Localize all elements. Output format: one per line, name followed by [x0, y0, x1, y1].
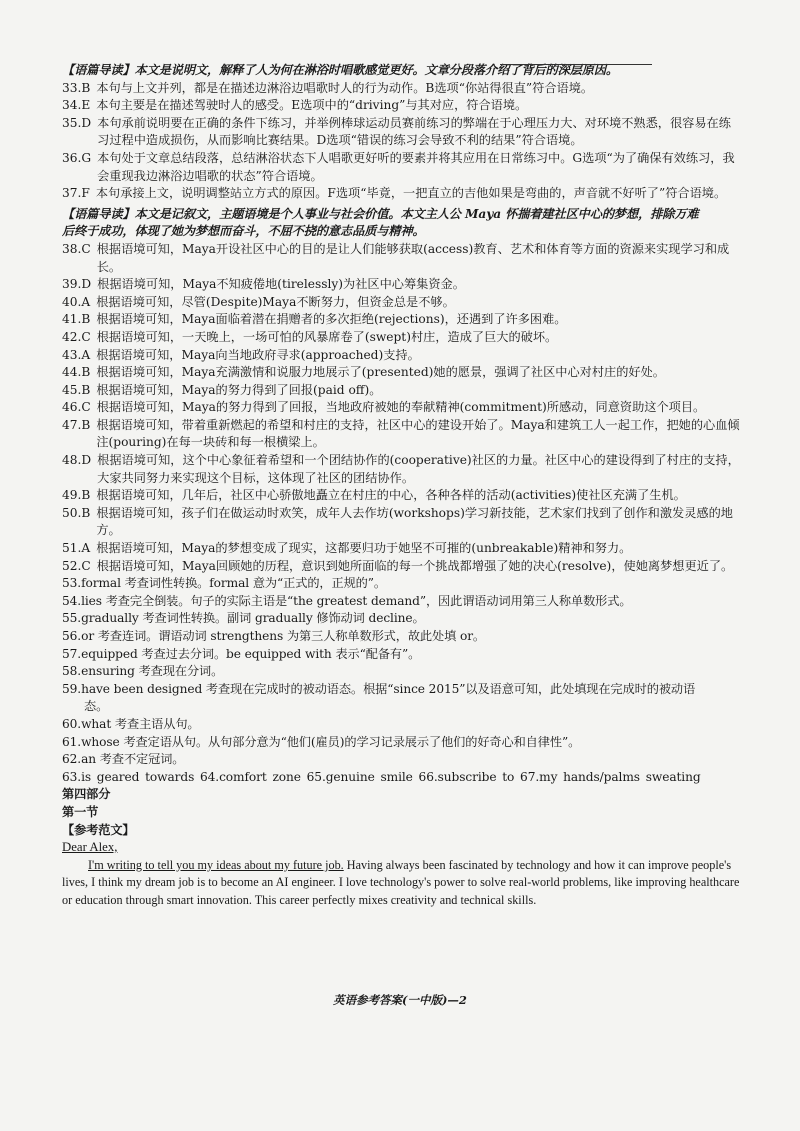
grammar-item: 55.gradually 考查词性转换。副词 gradually 修饰动词 decline。 [62, 611, 425, 626]
answer-item [62, 115, 742, 150]
answer-explanation: 根据语境可知，Maya不知疲倦地(tirelessly)为社区中心筹集资金。 [97, 277, 465, 292]
answer-explanation: 根据语境可知，Maya的努力得到了回报，当地政府被她的奉献精神(commitment)所感动，同意资助这个项目。 [96, 400, 706, 415]
part-heading: 第四部分 [62, 787, 111, 802]
answer-explanation: 根据语境可知，Maya充满激情和说服力地展示了(presented)她的愿景，强调了社区中心对村庄的好处。 [96, 365, 665, 380]
answer-item [62, 97, 742, 115]
answer-item [62, 540, 742, 558]
answer-number: 33.B [62, 80, 91, 95]
answer-number: 46.C [62, 400, 91, 415]
page-footer: 英语参考答案(一中版)—2 [333, 993, 467, 1007]
passage2-guide-line2: 后终于成功，体现了她为梦想而奋斗，不屈不挠的意志品质与精神。 [62, 224, 425, 239]
answer-item [62, 185, 742, 203]
answer-number: 43.A [62, 347, 91, 362]
essay-body [62, 857, 742, 910]
answer-explanation: 根据语境可知，尽管(Despite)Maya不断努力，但资金总是不够。 [96, 294, 455, 309]
answer-item [62, 311, 742, 329]
passage2-guide-line1: 【语篇导读】本文是记叙文，主题语境是个人事业与社会价值。本文主人公 Maya 怀揣着建社区中心的梦想，排除万难 [62, 206, 699, 221]
grammar-item-59-cont: 态。 [84, 699, 109, 714]
answer-item [62, 150, 742, 185]
answer-explanation: 根据语境可知，Maya面临着潜在捐赠者的多次拒绝(rejections)，还遇到了许多困难。 [96, 312, 567, 327]
answer-item [62, 294, 742, 312]
answer-explanation: 本句与上文并列，都是在描述边淋浴边唱歌时人的行为动作。B选项“你站得很直”符合语境。 [96, 80, 594, 95]
answer-explanation: 根据语境可知，Maya向当地政府寻求(approached)支持。 [96, 347, 420, 362]
essay-salutation: Dear Alex, [62, 840, 118, 855]
answer-number: 48.D [62, 453, 92, 468]
answer-item [62, 347, 742, 365]
grammar-item: 61.whose 考查定语从句。从句部分意为“他们(雇员)的学习记录展示了他们的好奇心和自律性”。 [62, 734, 581, 749]
answer-number: 47.B [62, 417, 91, 432]
answer-item [62, 505, 742, 540]
reference-heading: 【参考范文】 [62, 822, 135, 837]
answer-number: 36.G [62, 150, 92, 165]
grammar-item: 56.or 考查连词。谓语动词 strengthens 为第三人称单数形式，故此处填 or。 [62, 629, 486, 643]
answer-number: 35.D [62, 115, 92, 130]
grammar-answers [62, 575, 742, 786]
answer-explanation: 根据语境可知，一天晚上，一场可怕的风暴席卷了(swept)村庄，造成了巨大的破坏。 [96, 329, 558, 344]
answer-explanation: 本句处于文章总结段落，总结淋浴状态下人唱歌更好听的要素并将其应用在日常练习中。G选项“为了确保有效练习，我会重现我边淋浴边唱歌的状态”符合语境。 [97, 150, 735, 183]
answer-number: 34.E [62, 98, 91, 113]
answer-item [62, 276, 742, 294]
answer-number: 38.C [62, 241, 91, 256]
answer-item [62, 452, 742, 487]
grammar-item: 60.what 考查主语从句。 [62, 716, 200, 731]
answer-number: 42.C [62, 329, 91, 344]
answer-explanation: 根据语境可知，孩子们在做运动时欢笑，成年人去作坊(workshops)学习新技能，艺术家们找到了创作和激发灵感的地方。 [96, 505, 733, 538]
answer-explanation: 根据语境可知，Maya的梦想变成了现实，这都要归功于她坚不可摧的(unbreakable)精神和努力。 [96, 541, 632, 556]
answer-explanation: 根据语境可知，Maya回顾她的历程，意识到她所面临的每一个挑战都增强了她的决心(resolve)，使她离梦想更近了。 [96, 558, 734, 573]
passage1-answers [62, 80, 742, 203]
grammar-item: 62.an 考查不定冠词。 [62, 752, 185, 767]
answer-number: 41.B [62, 312, 91, 327]
answer-number: 50.B [62, 505, 91, 520]
answer-item [62, 399, 742, 417]
grammar-item: 53.formal 考查词性转换。formal 意为“正式的，正规的”。 [62, 576, 386, 591]
answer-number: 45.B [62, 382, 91, 397]
answer-number: 52.C [62, 558, 91, 573]
grammar-item: 58.ensuring 考查现在分词。 [62, 664, 224, 679]
answer-item [62, 558, 742, 576]
answer-item [62, 382, 742, 400]
section-heading: 第一节 [62, 804, 99, 819]
answer-item [62, 417, 742, 452]
vocab-answers: 63.is geared towards 64.comfort zone 65.genuine smile 66.subscribe to 67.my hands/palms sweating [62, 769, 701, 784]
answer-number: 51.A [62, 541, 91, 556]
essay-first-sentence: I'm writing to tell you my ideas about my future job. [88, 857, 344, 872]
answer-item [62, 487, 742, 505]
answer-explanation: 根据语境可知，Maya开设社区中心的目的是让人们能够获取(access)教育、艺术和体育等方面的资源来实现学习和成长。 [96, 241, 730, 274]
grammar-item: 54.lies 考查完全倒装。句子的实际主语是“the greatest demand”，因此谓语动词用第三人称单数形式。 [62, 593, 632, 608]
passage2-answers [62, 241, 742, 575]
answer-number: 37.F [62, 186, 90, 201]
answer-item [62, 241, 742, 276]
top-divider [500, 64, 652, 65]
sample-essay [62, 839, 742, 909]
answer-item [62, 364, 742, 382]
answer-item [62, 80, 742, 98]
grammar-item: 57.equipped 考查过去分词。be equipped with 表示“配备有”。 [62, 646, 421, 661]
answer-explanation: 本句主要是在描述驾驶时人的感受。E选项中的“driving”与其对应，符合语境。 [96, 98, 528, 113]
answer-number: 39.D [62, 277, 92, 292]
answer-explanation: 根据语境可知，这个中心象征着希望和一个团结协作的(cooperative)社区的力量。社区中心的建设得到了村庄的支持，大家共同努力来实现这个目标，这体现了社区的团结协作。 [97, 453, 740, 485]
essay-body-text: Having always been fascinated by technology and how it can improve people's lives, I think my dream job is to become an AI engineer. I love technology's power to solve real-world problems, like improving healthcare or education through smart innovation. This career perfectly mixes creativity and technical skills. [62, 857, 740, 907]
answer-explanation: 本句承接上文，说明调整站立方式的原因。F选项“毕竟，一把直立的吉他如果是弯曲的，声音就不好听了”符合语境。 [95, 186, 727, 201]
grammar-item-59: 59.have been designed 考查现在完成时的被动语态。根据“since 2015”以及语意可知，此处填现在完成时的被动语 [62, 681, 696, 696]
answer-explanation: 根据语境可知，Maya的努力得到了回报(paid off)。 [96, 382, 382, 397]
answer-number: 44.B [62, 365, 91, 380]
answer-explanation: 本句承前说明要在正确的条件下练习，并举例棒球运动员赛前练习的弊端在于心理压力大、对环境不熟悉，很容易在练习过程中造成损伤，从而影响比赛结果。D选项“错误的练习会导致不利的结果”符合语境。 [97, 115, 731, 148]
answer-number: 40.A [62, 294, 91, 309]
answer-explanation: 根据语境可知，几年后，社区中心骄傲地矗立在村庄的中心，各种各样的活动(activities)使社区充满了生机。 [96, 488, 686, 503]
passage1-guide: 【语篇导读】本文是说明文，解释了人为何在淋浴时唱歌感觉更好。文章分段落介绍了背后的深层原因。 [62, 63, 619, 77]
answer-explanation: 根据语境可知，带着重新燃起的希望和村庄的支持，社区中心的建设开始了。Maya和建筑工人一起工作，把她的心血倾注(pouring)在每一块砖和每一根横梁上。 [96, 417, 740, 450]
answer-item [62, 329, 742, 347]
answer-number: 49.B [62, 488, 91, 503]
